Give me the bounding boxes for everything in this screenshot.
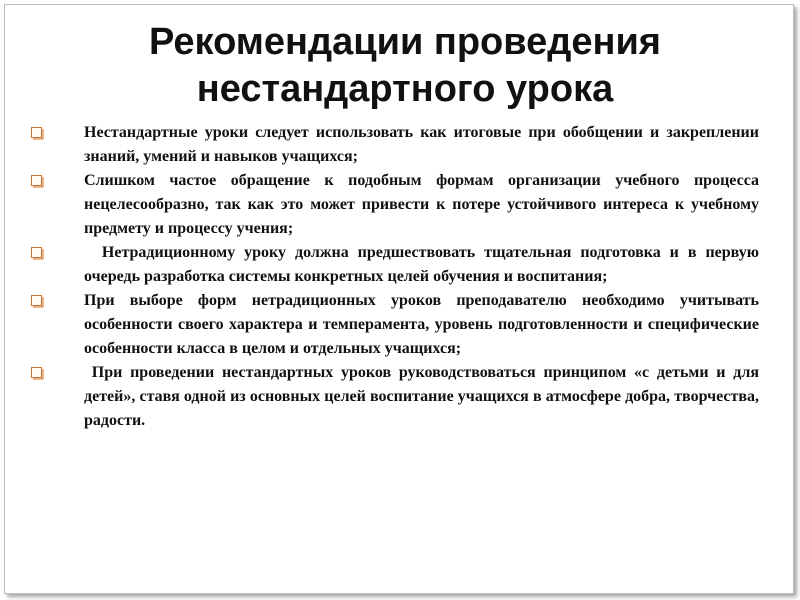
bullet-text: Нетрадиционному уроку должна предшествовать тщательная подготовка и в первую очередь разработка системы конкретных целей обучения и воспитания; [84,244,763,285]
hollow-square-bullet-icon [31,175,42,186]
bullet-text: Слишком частое обращение к подобным формам организации учебного процесса нецелесообразно, так как это может привести к потере устойчивого интереса к учебному предмету и процессу учения; [84,172,759,237]
bullet-text: Нестандартные уроки следует использовать как итоговые при обобщении и закреплении знаний, умений и навыков учащихся; [84,124,759,165]
slide-frame [4,4,794,594]
hollow-square-bullet-icon [31,247,42,258]
hollow-square-bullet-icon [31,295,42,306]
bullet-item [31,241,763,289]
bullet-item [31,121,759,169]
bullet-item [31,361,763,433]
hollow-square-bullet-icon [31,367,42,378]
hollow-square-bullet-icon [31,127,42,138]
title-line-2: нестандартного урока [196,68,614,110]
bullet-item [31,289,759,361]
slide-title [45,19,765,113]
bullet-text: При проведении нестандартных уроков руководствоваться принципом «с детьми и для детей», ставя одной из основных целей воспитание учащихся в атмосфере добра, творчества, радости. [84,364,763,429]
bullet-text: При выборе форм нетрадиционных уроков преподавателю необходимо учитывать особенности своего характера и темперамента, уровень подготовленности и специфические особенности класса в целом и отдельных учащихся; [84,292,759,357]
bullet-list [31,121,763,433]
bullet-item [31,169,759,241]
title-line-1: Рекомендации проведения [149,21,661,63]
